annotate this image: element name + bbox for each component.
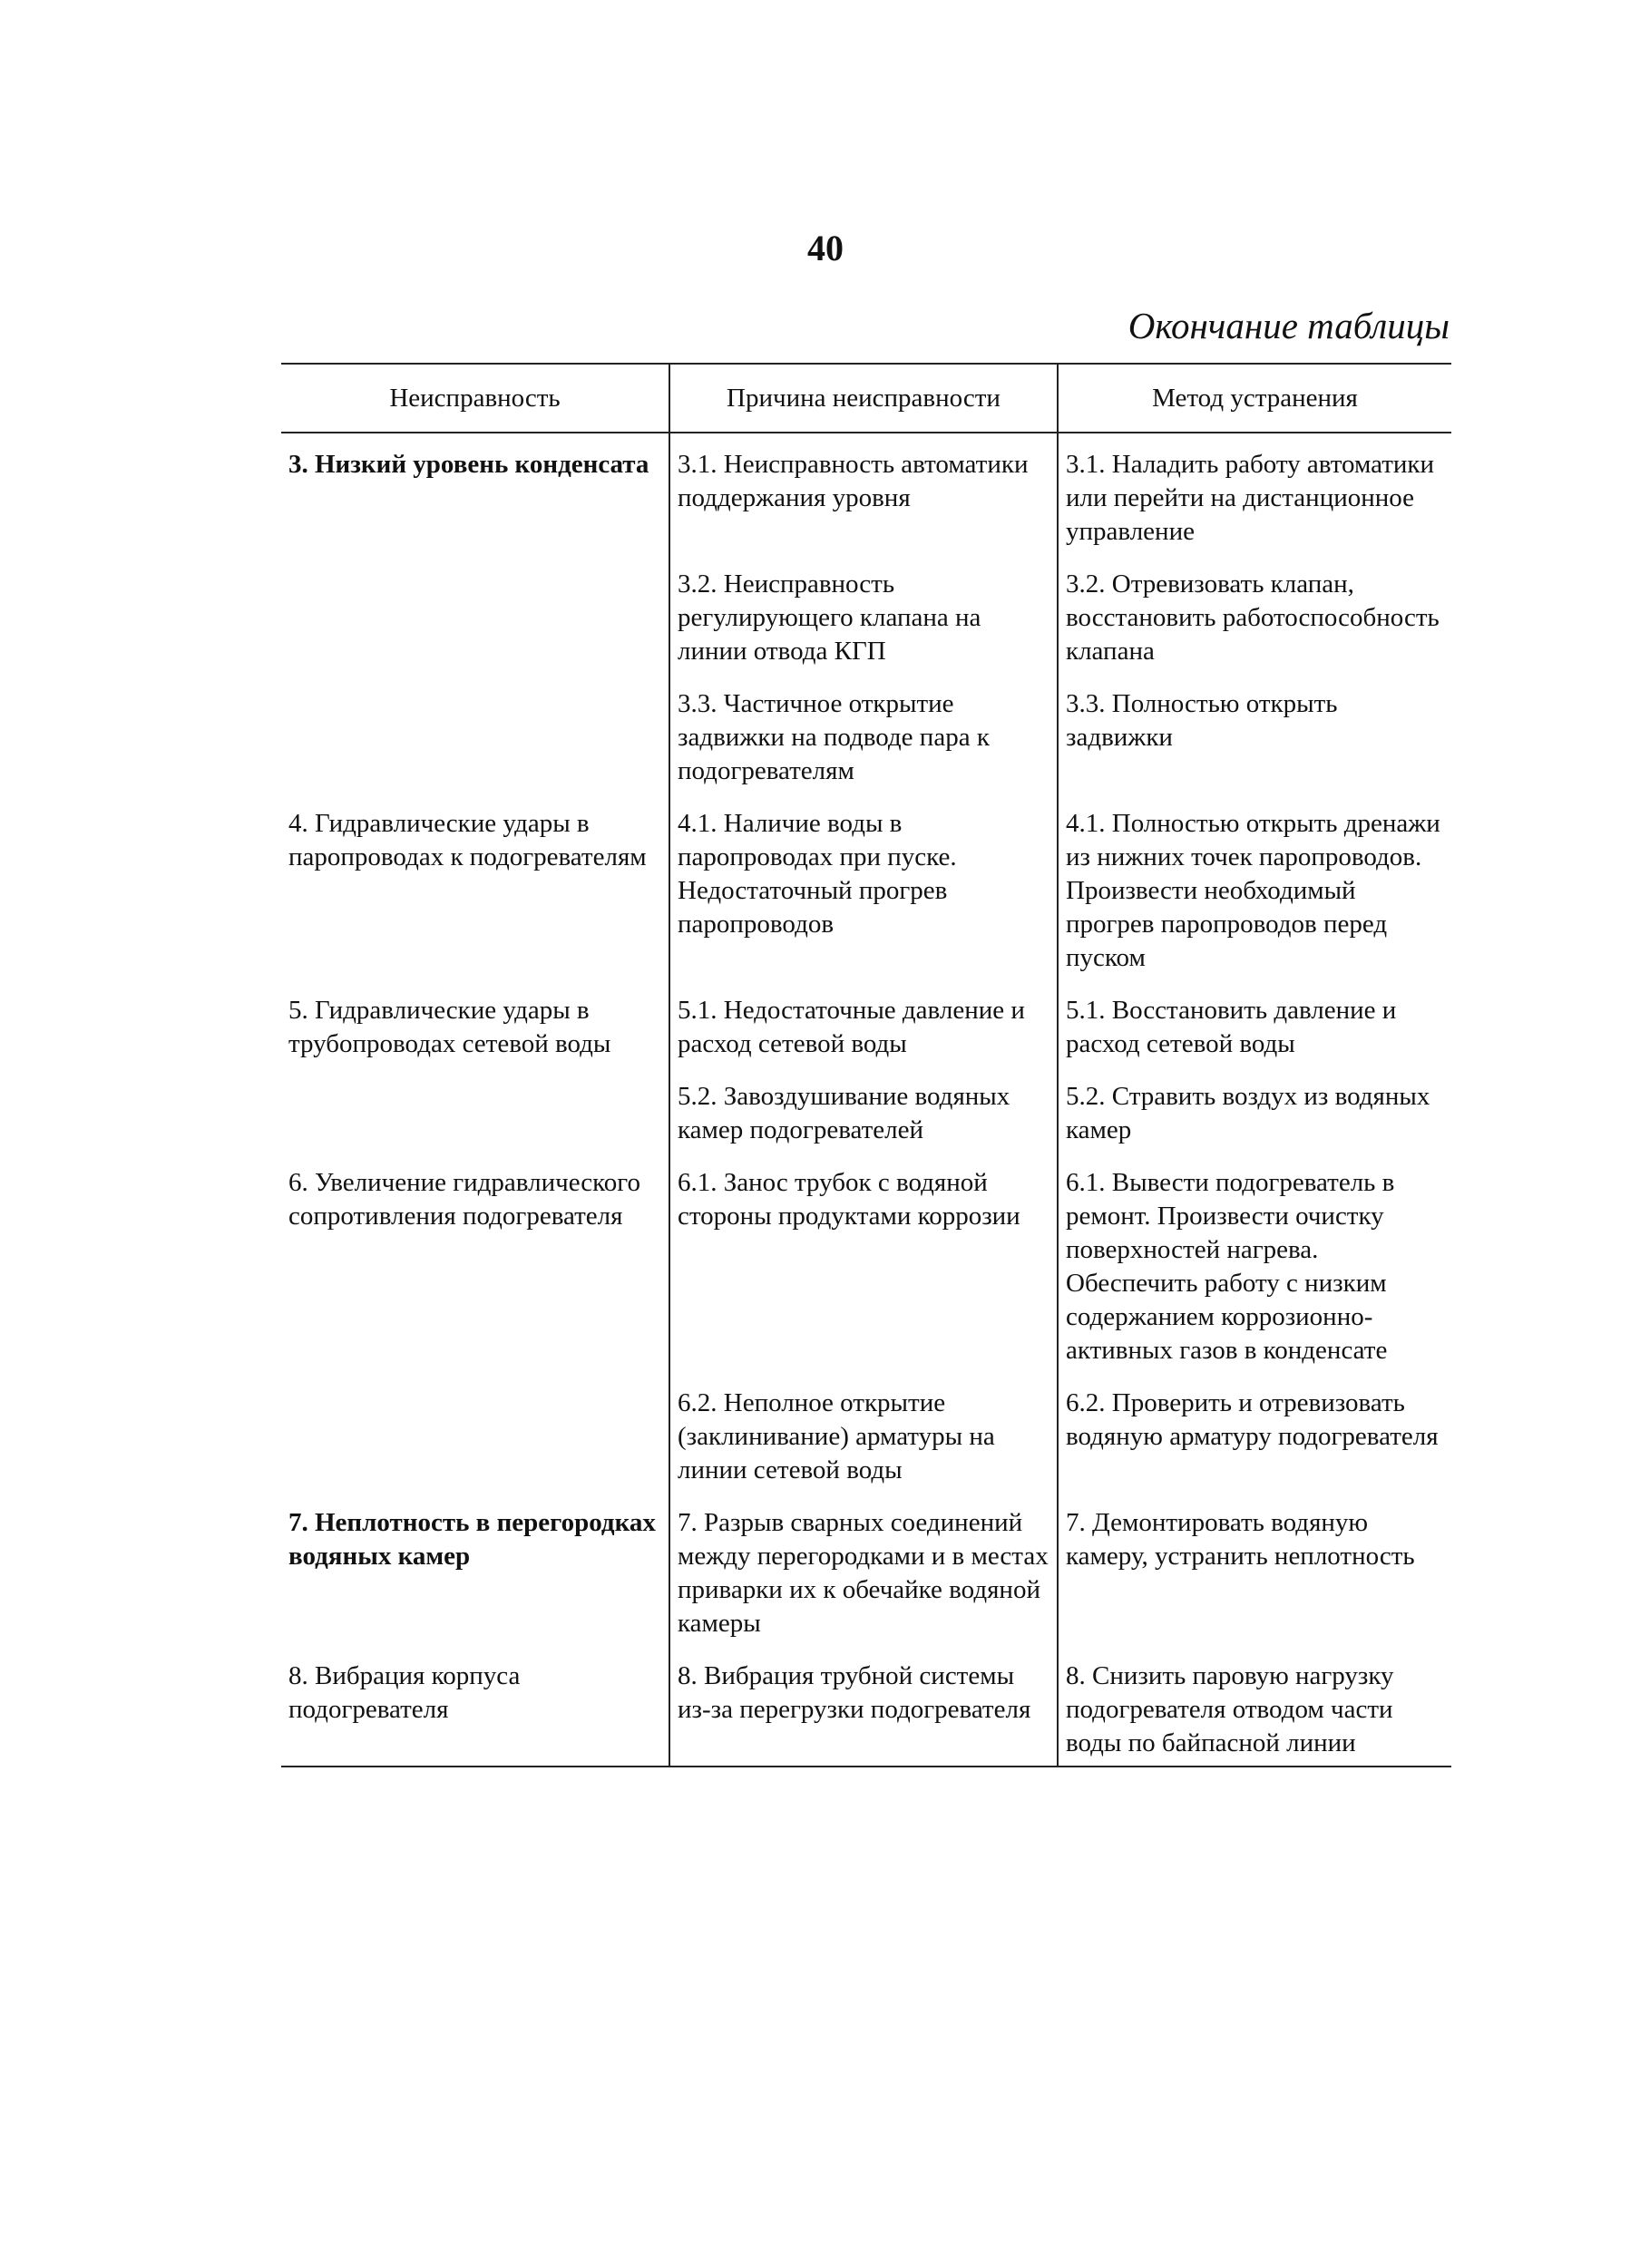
remedy-cell: 3.3. Полностью открыть задвижки [1058,680,1451,800]
remedy-cell: 4.1. Полностью открыть дренажи из нижних точек паропроводов. Произвести необходимый прогрев паропроводов перед пуском [1058,800,1451,987]
fault-cell: 4. Гидравлические удары в паропроводах к подогревателям [288,809,647,871]
fault-cell [281,1073,669,1159]
remedy-cell: 7. Демонтировать водяную камеру, устранить неплотность [1058,1499,1451,1652]
table-row [281,987,1451,1073]
fault-cell [281,1379,669,1499]
table-row [281,800,1451,987]
header-remedy: Метод устранения [1058,364,1451,433]
fault-cell: 8. Вибрация корпуса подогревателя [281,1652,669,1767]
page-number: 40 [807,228,844,268]
cause-cell: 3.1. Неисправность автоматики поддержания уровня [669,433,1058,560]
table-header-row [281,364,1451,433]
cause-cell: 6.2. Неполное открытие (заклинивание) арматуры на линии сетевой воды [669,1379,1058,1499]
fault-cell: 5. Гидравлические удары в трубопроводах сетевой воды [288,996,611,1058]
table-row [281,1159,1451,1379]
faults-table [281,363,1451,1767]
header-cause: Причина неисправности [669,364,1058,433]
cause-cell: 6.1. Занос трубок с водяной стороны продуктами коррозии [669,1159,1058,1379]
table-row [281,1652,1451,1767]
fault-cell: 7. Неплотность в перегородках водяных камер [288,1508,656,1571]
remedy-cell: 5.2. Стравить воздух из водяных камер [1058,1073,1451,1159]
table-row [281,1499,1451,1652]
fault-cell: 6. Увеличение гидравлического сопротивления подогревателя [288,1168,640,1231]
table-row [281,1379,1451,1499]
fault-cell: 3. Низкий уровень конденсата [288,450,649,479]
cause-cell: 4.1. Наличие воды в паропроводах при пуске. Недостаточный прогрев паропроводов [669,800,1058,987]
header-fault: Неисправность [281,364,669,433]
table-row [281,433,1451,560]
remedy-cell: 6.2. Проверить и отревизовать водяную арматуру подогревателя [1058,1379,1451,1499]
remedy-cell: 8. Снизить паровую нагрузку подогревателя отводом части воды по байпасной линии [1058,1652,1451,1767]
fault-cell [281,680,669,800]
remedy-cell: 6.1. Вывести подогреватель в ремонт. Произвести очистку поверхностей нагрева. Обеспечить работу с низким содержанием коррозионно-активных газов в конденсате [1058,1159,1451,1379]
cause-cell: 5.1. Недостаточные давление и расход сетевой воды [669,987,1058,1073]
cause-cell: 3.3. Частичное открытие задвижки на подводе пара к подогревателям [669,680,1058,800]
remedy-cell: 5.1. Восстановить давление и расход сетевой воды [1058,987,1451,1073]
table-row [281,1073,1451,1159]
cause-cell: 3.2. Неисправность регулирующего клапана на линии отвода КГП [669,560,1058,680]
table-row [281,680,1451,800]
faults-table-container [281,363,1451,1767]
cause-cell: 5.2. Завоздушивание водяных камер подогревателей [669,1073,1058,1159]
remedy-cell: 3.2. Отревизовать клапан, восстановить работоспособность клапана [1058,560,1451,680]
table-row [281,560,1451,680]
remedy-cell: 3.1. Наладить работу автоматики или перейти на дистанционное управление [1058,433,1451,560]
cause-cell: 7. Разрыв сварных соединений между перегородками и в местах приварки их к обечайке водяной камеры [669,1499,1058,1652]
table-caption: Окончание таблицы [1128,305,1450,346]
cause-cell: 8. Вибрация трубной системы из-за перегрузки подогревателя [669,1652,1058,1767]
fault-cell [281,560,669,680]
